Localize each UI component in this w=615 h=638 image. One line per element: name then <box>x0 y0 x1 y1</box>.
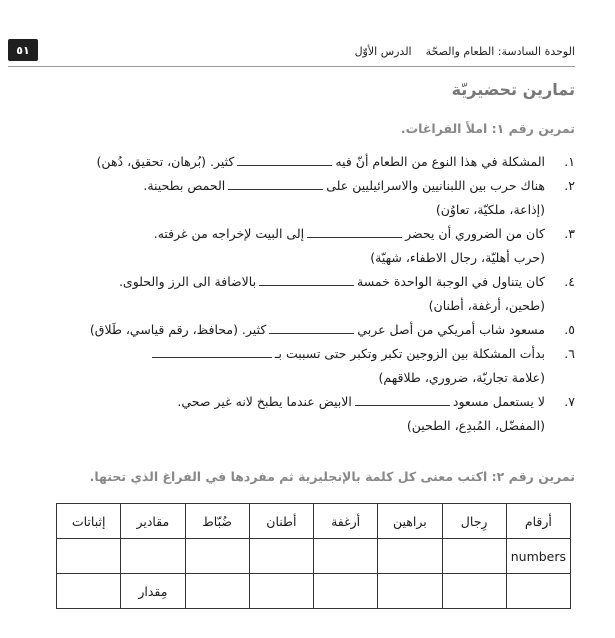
answer-options: (علامة تجاريّة، ضروري، طلاقهم) <box>378 370 545 385</box>
exercise1-items <box>56 150 575 438</box>
fill-blank[interactable] <box>259 273 354 286</box>
exercise-item <box>56 390 575 438</box>
meaning-cell[interactable] <box>378 539 442 574</box>
header-divider <box>8 66 575 67</box>
singular-cell[interactable] <box>57 574 121 609</box>
sentence-end: كثير. (محافظ، رقم قياسي، طَلاق) <box>89 322 267 337</box>
sentence-end: كثير. (بُرهان، تحقيق، دُهن) <box>96 154 235 169</box>
vocab-table <box>56 503 571 609</box>
header-cell: أرقام <box>506 504 570 539</box>
sentence-start: كان من الضروري أن يحضر <box>405 226 545 241</box>
sentence-start: مسعود شاب أمريكي من أصل عربي <box>357 322 545 337</box>
header-cell: رِجال <box>442 504 506 539</box>
sentence-start: كان يتناول في الوجبة الواحدة خمسة <box>357 274 545 289</box>
singular-cell[interactable] <box>249 574 313 609</box>
page-number: ٥١ <box>8 39 38 61</box>
fill-blank[interactable] <box>228 177 323 190</box>
item-number: ٥. <box>564 322 575 337</box>
singular-cell[interactable]: مِقدار <box>121 574 185 609</box>
fill-blank[interactable] <box>307 225 402 238</box>
header-cell: أطنان <box>249 504 313 539</box>
meaning-cell[interactable]: numbers <box>506 539 570 574</box>
meaning-row <box>57 539 571 574</box>
item-number: ١. <box>564 154 575 169</box>
meaning-cell[interactable] <box>57 539 121 574</box>
answer-options: (حرب أهليّة، رجال الاطفاء، شهيّة) <box>370 250 545 265</box>
meaning-cell[interactable] <box>442 539 506 574</box>
fill-blank[interactable] <box>237 153 332 166</box>
meaning-cell[interactable] <box>314 539 378 574</box>
singular-cell[interactable] <box>506 574 570 609</box>
singular-cell[interactable] <box>378 574 442 609</box>
exercise-item <box>56 342 575 390</box>
sentence-end: إلى البيت لإخراجه من غرفته. <box>153 226 305 241</box>
meaning-cell[interactable] <box>121 539 185 574</box>
item-number: ٢. <box>564 178 575 193</box>
sentence-end: الحمص بطحينة. <box>143 178 226 193</box>
answer-options: (المفضّل، المُبدِع، الطحين) <box>406 418 545 433</box>
singular-cell[interactable] <box>442 574 506 609</box>
sentence-start: بدأت المشكلة بين الزوجين تكبر وتكبر حتى تسببت بـ <box>274 346 545 361</box>
header-cell: إثباتات <box>57 504 121 539</box>
singular-cell[interactable] <box>314 574 378 609</box>
exercise1-title: تمرين رقم ١: املأ الفراغات. <box>400 121 575 136</box>
item-number: ٧. <box>564 394 575 409</box>
header-cell: أرغفة <box>314 504 378 539</box>
fill-blank[interactable] <box>269 321 354 334</box>
exercise2-title: تمرين رقم ٢: اكتب معنى كل كلمة بالإنجليزية ثم مفردها في الفراغ الذي تحتها. <box>89 469 575 484</box>
sentence-start: المشكلة في هذا النوع من الطعام أنّ فيه <box>335 154 545 169</box>
exercise-item <box>56 150 575 174</box>
answer-options: (طحين، أرغفة، أطنان) <box>428 298 545 313</box>
section-title: تمارين تحضيريّة <box>451 80 575 99</box>
header-cell: ضُبّاط <box>185 504 249 539</box>
exercise-item <box>56 222 575 270</box>
fill-blank[interactable] <box>355 393 450 406</box>
meaning-cell[interactable] <box>185 539 249 574</box>
exercise-item <box>56 318 575 342</box>
exercise-item <box>56 174 575 222</box>
answer-options: (إذاعة، ملكيّة، تعاوُن) <box>435 202 545 217</box>
fill-blank[interactable] <box>152 345 272 358</box>
exercise-item <box>56 270 575 318</box>
sentence-start: لا يستعمل مسعود <box>452 394 545 409</box>
sentence-end: الابيض عندما يطبخ لانه غير صحي. <box>177 394 352 409</box>
item-number: ٣. <box>564 226 575 241</box>
unit-title: الوحدة السادسة: الطعام والصحّة <box>425 44 575 58</box>
header-cell: مقادير <box>121 504 185 539</box>
singular-cell[interactable] <box>185 574 249 609</box>
sentence-start: هناك حرب بين اللبنانيين والاسرائيليين على <box>326 178 545 193</box>
sentence-end: بالاضافة الى الرز والحلوى. <box>118 274 257 289</box>
meaning-cell[interactable] <box>249 539 313 574</box>
header-cell: براهين <box>378 504 442 539</box>
singular-row <box>57 574 571 609</box>
header-row <box>57 504 571 539</box>
page-header <box>8 36 575 66</box>
lesson-title: الدرس الأوّل <box>354 44 412 58</box>
item-number: ٦. <box>564 346 575 361</box>
item-number: ٤. <box>564 274 575 289</box>
